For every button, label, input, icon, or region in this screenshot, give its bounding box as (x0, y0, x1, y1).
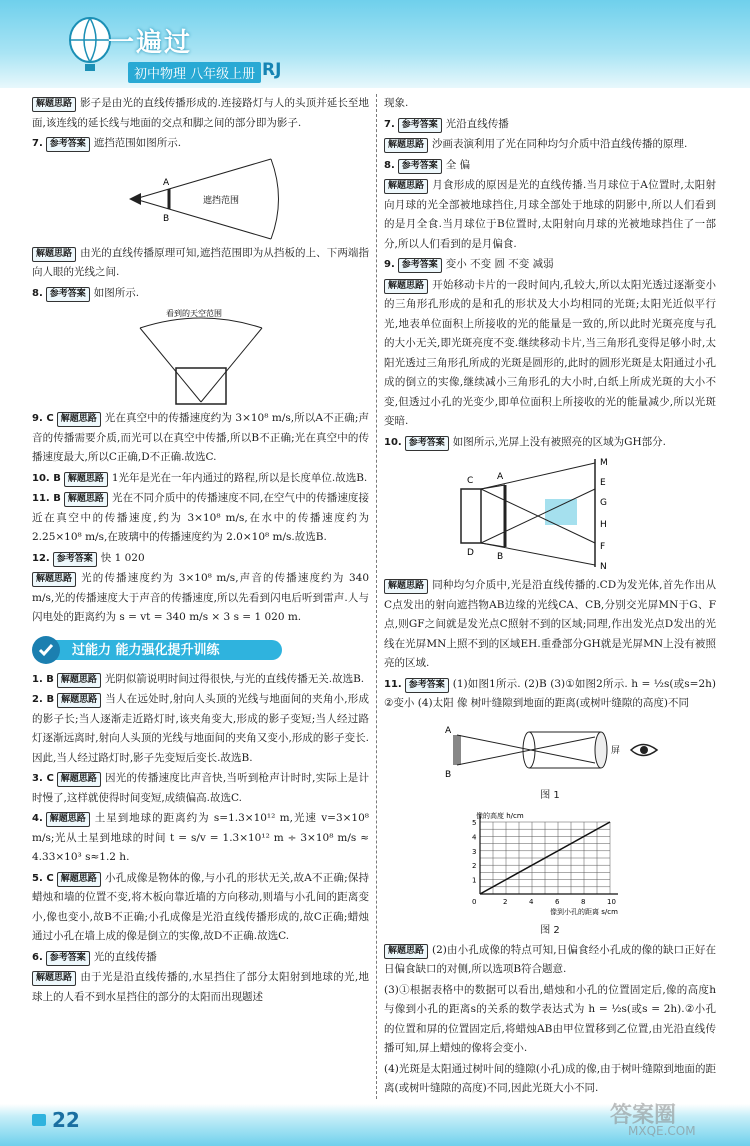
answer-block: 解题思路 由光的直线传播原理可知,遮挡范围即为从挡板的上、下两端指向人眼的光线之间. (32, 246, 369, 278)
answer-block: 7. 参考答案 遮挡范围如图所示. (32, 134, 369, 154)
svg-text:N: N (600, 562, 607, 572)
answer-block: 7. 参考答案 光沿直线传播 (384, 115, 716, 135)
page-marker-icon (32, 1114, 46, 1126)
svg-text:D: D (467, 548, 474, 558)
x-tick-label: 6 (555, 898, 560, 906)
answer-block: 12. 参考答案 快 1 020 (32, 549, 369, 569)
right-column (384, 94, 716, 1100)
answer-block: 11. 参考答案 (1)如图1所示. (2)B (3)①如图2所示. h = ½s(或s=2h) ②变小 (4)太阳 像 树叶缝隙到地面的距离(或树叶缝隙的高度)不同 (384, 677, 716, 709)
answer-block: 解题思路 同种均匀介质中,光是沿直线传播的.CD为发光体,首先作出从C点发出的射向遮挡物AB边缘的光线CA、CB,分别交光屏MN于G、F点,则GF之间就是发光点C照射不到的区域;同理,作出发光点D发出的光线在光屏MN上照不到的区域EH.重叠部分GH就是光屏MN上没有被照亮的区域. (384, 579, 716, 669)
answer-block: 10. B 解题思路 1光年是光在一年内通过的路程,所以是长度单位.故选B. (32, 469, 369, 489)
x-tick-label: 8 (581, 898, 586, 906)
answer-block: 解题思路 开始移动卡片的一段时间内,孔较大,所以太阳光透过逐渐变小的三角形孔形成的是和孔的形状及大小均相同的光斑;太阳光近似平行光,地表单位面积上所接收的光的能量是一致的,所以此时光斑亮度与孔的大小无关,即光斑亮度不变.继续移动卡片,当三角形孔变得足够小时,太阳光透过三角形孔所成的光斑是圆形的,此时的圆形光斑是太阳通过小孔成的倒立的实像,继续减小三角形孔的大小时,白纸上所成光斑的大小不变,但透过小孔的光变少,即单位面积上所接收的光的能量减少,所以光斑变暗. (384, 278, 716, 427)
svg-text:F: F (600, 542, 606, 552)
answer-block: 4. 解题思路 土星到地球的距离约为 s=1.3×10¹² m,光速 v=3×10⁸ m/s;光从土星到地球的时间 t = s/v = 1.3×10¹² m ÷ 3×10⁸ m/s ≈ 4.33×10³ s≈1.2 h. (32, 812, 369, 863)
svg-text:B: B (162, 213, 169, 224)
figure-2-caption: 图 2 (540, 925, 560, 936)
answer-block: 8. 参考答案 如图所示. (32, 284, 369, 304)
answer-block: 6. 参考答案 光的直线传播 (32, 948, 369, 968)
svg-text:C: C (467, 476, 474, 486)
origin-label: 0 (472, 898, 477, 906)
y-tick-label: 5 (472, 819, 477, 827)
x-tick-label: 2 (503, 898, 508, 906)
answer-block: 解题思路 光的传播速度约为 3×10⁸ m/s,声音的传播速度约为 340 m/s,光的传播速度大于声音的传播速度,所以先看到闪电后听到雷声.人与闪电处的距离约为 s = vt = 340 m/s × 3 s = 1 020 m. (32, 572, 369, 623)
answer-block: 3. C 解题思路 因光的传播速度比声音快,当听到枪声计时时,实际上是计时慢了,这样就使得时间变短,成绩偏高.故选C. (32, 772, 369, 804)
svg-text:G: G (600, 498, 607, 508)
brand-title: 一遍过 (108, 28, 193, 58)
y-tick-label: 2 (472, 862, 477, 871)
answer-block: 2. B 解题思路 当人在远处时,射向人头顶的光线与地面间的夹角小,形成的影子长;当人逐渐走近路灯时,该夹角变大,形成的影子变短;当人经过路灯逐渐远离时,射向人头顶的光线与地面间的夹角又变小,形成的影子变长.因此,当人经过路灯时,影子先变短后变长.故选B. (32, 693, 369, 764)
figure-1-caption: 图 1 (540, 789, 560, 801)
figure-q8-sky-range (126, 306, 276, 406)
svg-text:E: E (600, 478, 606, 488)
edition-badge: RJ (262, 60, 282, 80)
figure-2-chart (450, 808, 650, 918)
answer-block: 现象. (384, 97, 409, 109)
section-banner (32, 636, 369, 664)
column-divider (376, 94, 377, 1099)
svg-text:M: M (600, 458, 608, 468)
answer-block: 9. C 解题思路 光在真空中的传播速度约为 3×10⁸ m/s,所以A不正确;声音的传播需要介质,而光可以在真空中传播,所以B不正确;光在真空中的传播速度最大,所以C正确,D不正确.故选C. (32, 412, 369, 463)
svg-text:B: B (445, 769, 452, 780)
x-tick-label: 4 (529, 898, 534, 906)
y-tick-label: 1 (472, 876, 477, 885)
analysis-tag: 解题思路 (32, 97, 76, 112)
figure-1-pinhole-camera (435, 717, 665, 783)
figure-q10-shadow-region (445, 455, 655, 573)
watermark-url: MXQE.COM (628, 1124, 696, 1138)
x-axis-label: 像到小孔的距离 s/cm (550, 908, 618, 916)
book-subtitle: 初中物理 八年级上册 (128, 62, 261, 83)
left-column (32, 94, 369, 1008)
answer-block: 解题思路 (2)由小孔成像的特点可知,日偏食经小孔成的像的缺口正好在日偏食缺口的对侧,所以选项B符合题意. (384, 943, 716, 975)
answer-block: (4)光斑是太阳通过树叶间的缝隙(小孔)成的像,由于树叶缝隙到地面的距离(或树叶缝隙的高度)不同,因此光斑大小不同. (384, 1062, 716, 1094)
svg-text:B: B (497, 552, 504, 562)
x-tick-label: 10 (607, 898, 616, 906)
answer-block: 11. B 解题思路 光在不同介质中的传播速度不同,在空气中的传播速度接近在真空中的传播速度,约为 3×10⁸ m/s,在水中的传播速度约为 2.25×10⁸ m/s,在玻璃中的传播速度约为 2.0×10⁸ m/s.故选B. (32, 492, 369, 543)
section-title: 过能力 能力强化提升训练 (72, 642, 220, 658)
svg-text:A: A (162, 177, 169, 188)
svg-text:屏: 屏 (611, 745, 621, 756)
y-tick-label: 4 (472, 833, 477, 842)
watermark: 答案圈 (610, 1103, 677, 1128)
answer-block: 解题思路 影子是由光的直线传播形成的.连接路灯与人的头顶并延长至地面,该连线的延长线与地面的交点和脚之间的部分即为影子. (32, 97, 369, 129)
answer-block: 10. 参考答案 如图所示,光屏上没有被照亮的区域为GH部分. (384, 433, 716, 453)
answer-block: 解题思路 由于光是沿直线传播的,水星挡住了部分太阳射到地球的光,地球上的人看不到水星挡住的部分的太阳而出现题述 (32, 971, 369, 1003)
answer-block: 1. B 解题思路 光阴似箭说明时间过得很快,与光的直线传播无关.故选B. (32, 670, 369, 690)
svg-text:看到的天空范围: 看到的天空范围 (165, 309, 222, 318)
answer-block: 解题思路 沙画表演利用了光在同种均匀介质中沿直线传播的原理. (384, 135, 716, 155)
svg-text:H: H (600, 520, 607, 530)
answer-block: 8. 参考答案 全 偏 (384, 156, 716, 176)
svg-text:遮挡范围: 遮挡范围 (202, 195, 239, 206)
y-tick-label: 3 (472, 847, 477, 856)
svg-text:A: A (445, 725, 452, 736)
answer-block: 解题思路 月食形成的原因是光的直线传播.当月球位于A位置时,太阳射向月球的光全部被地球挡住,月球全部处于地球的阴影中,所以人们看到的是月全食.当月球位于B位置时,太阳射向月球的光被地球挡住了一部分,所以人们看到的是月偏食. (384, 179, 716, 250)
y-axis-label: 像的高度 h/cm (476, 812, 524, 820)
figure-q7-blocking-range (121, 157, 281, 241)
page-number: 22 (52, 1108, 80, 1132)
answer-block: 9. 参考答案 变小 不变 圆 不变 减弱 (384, 255, 716, 275)
answer-block: (3)①根据表格中的数据可以看出,蜡烛和小孔的位置固定后,像的高度h与像到小孔的距离s的关系的数学表达式为 h = ½s(或s = 2h).②小孔的位置和屏的位置固定后,将蜡烛AB由甲位置移到乙位置,由光沿直线传播可知,屏上蜡烛的像将会变小. (384, 983, 716, 1054)
svg-text:A: A (497, 472, 504, 482)
answer-block: 5. C 解题思路 小孔成像是物体的像,与小孔的形状无关,故A不正确;保持蜡烛和墙的位置不变,将木板向靠近墙的方向移动,则墙与小孔间的距离变小,像也变小,故B不正确;小孔成像是光沿直线传播形成的,故C正确;蜡烛通过小孔在墙上成的像是倒立的实像,故D不正确.故选C. (32, 871, 370, 942)
